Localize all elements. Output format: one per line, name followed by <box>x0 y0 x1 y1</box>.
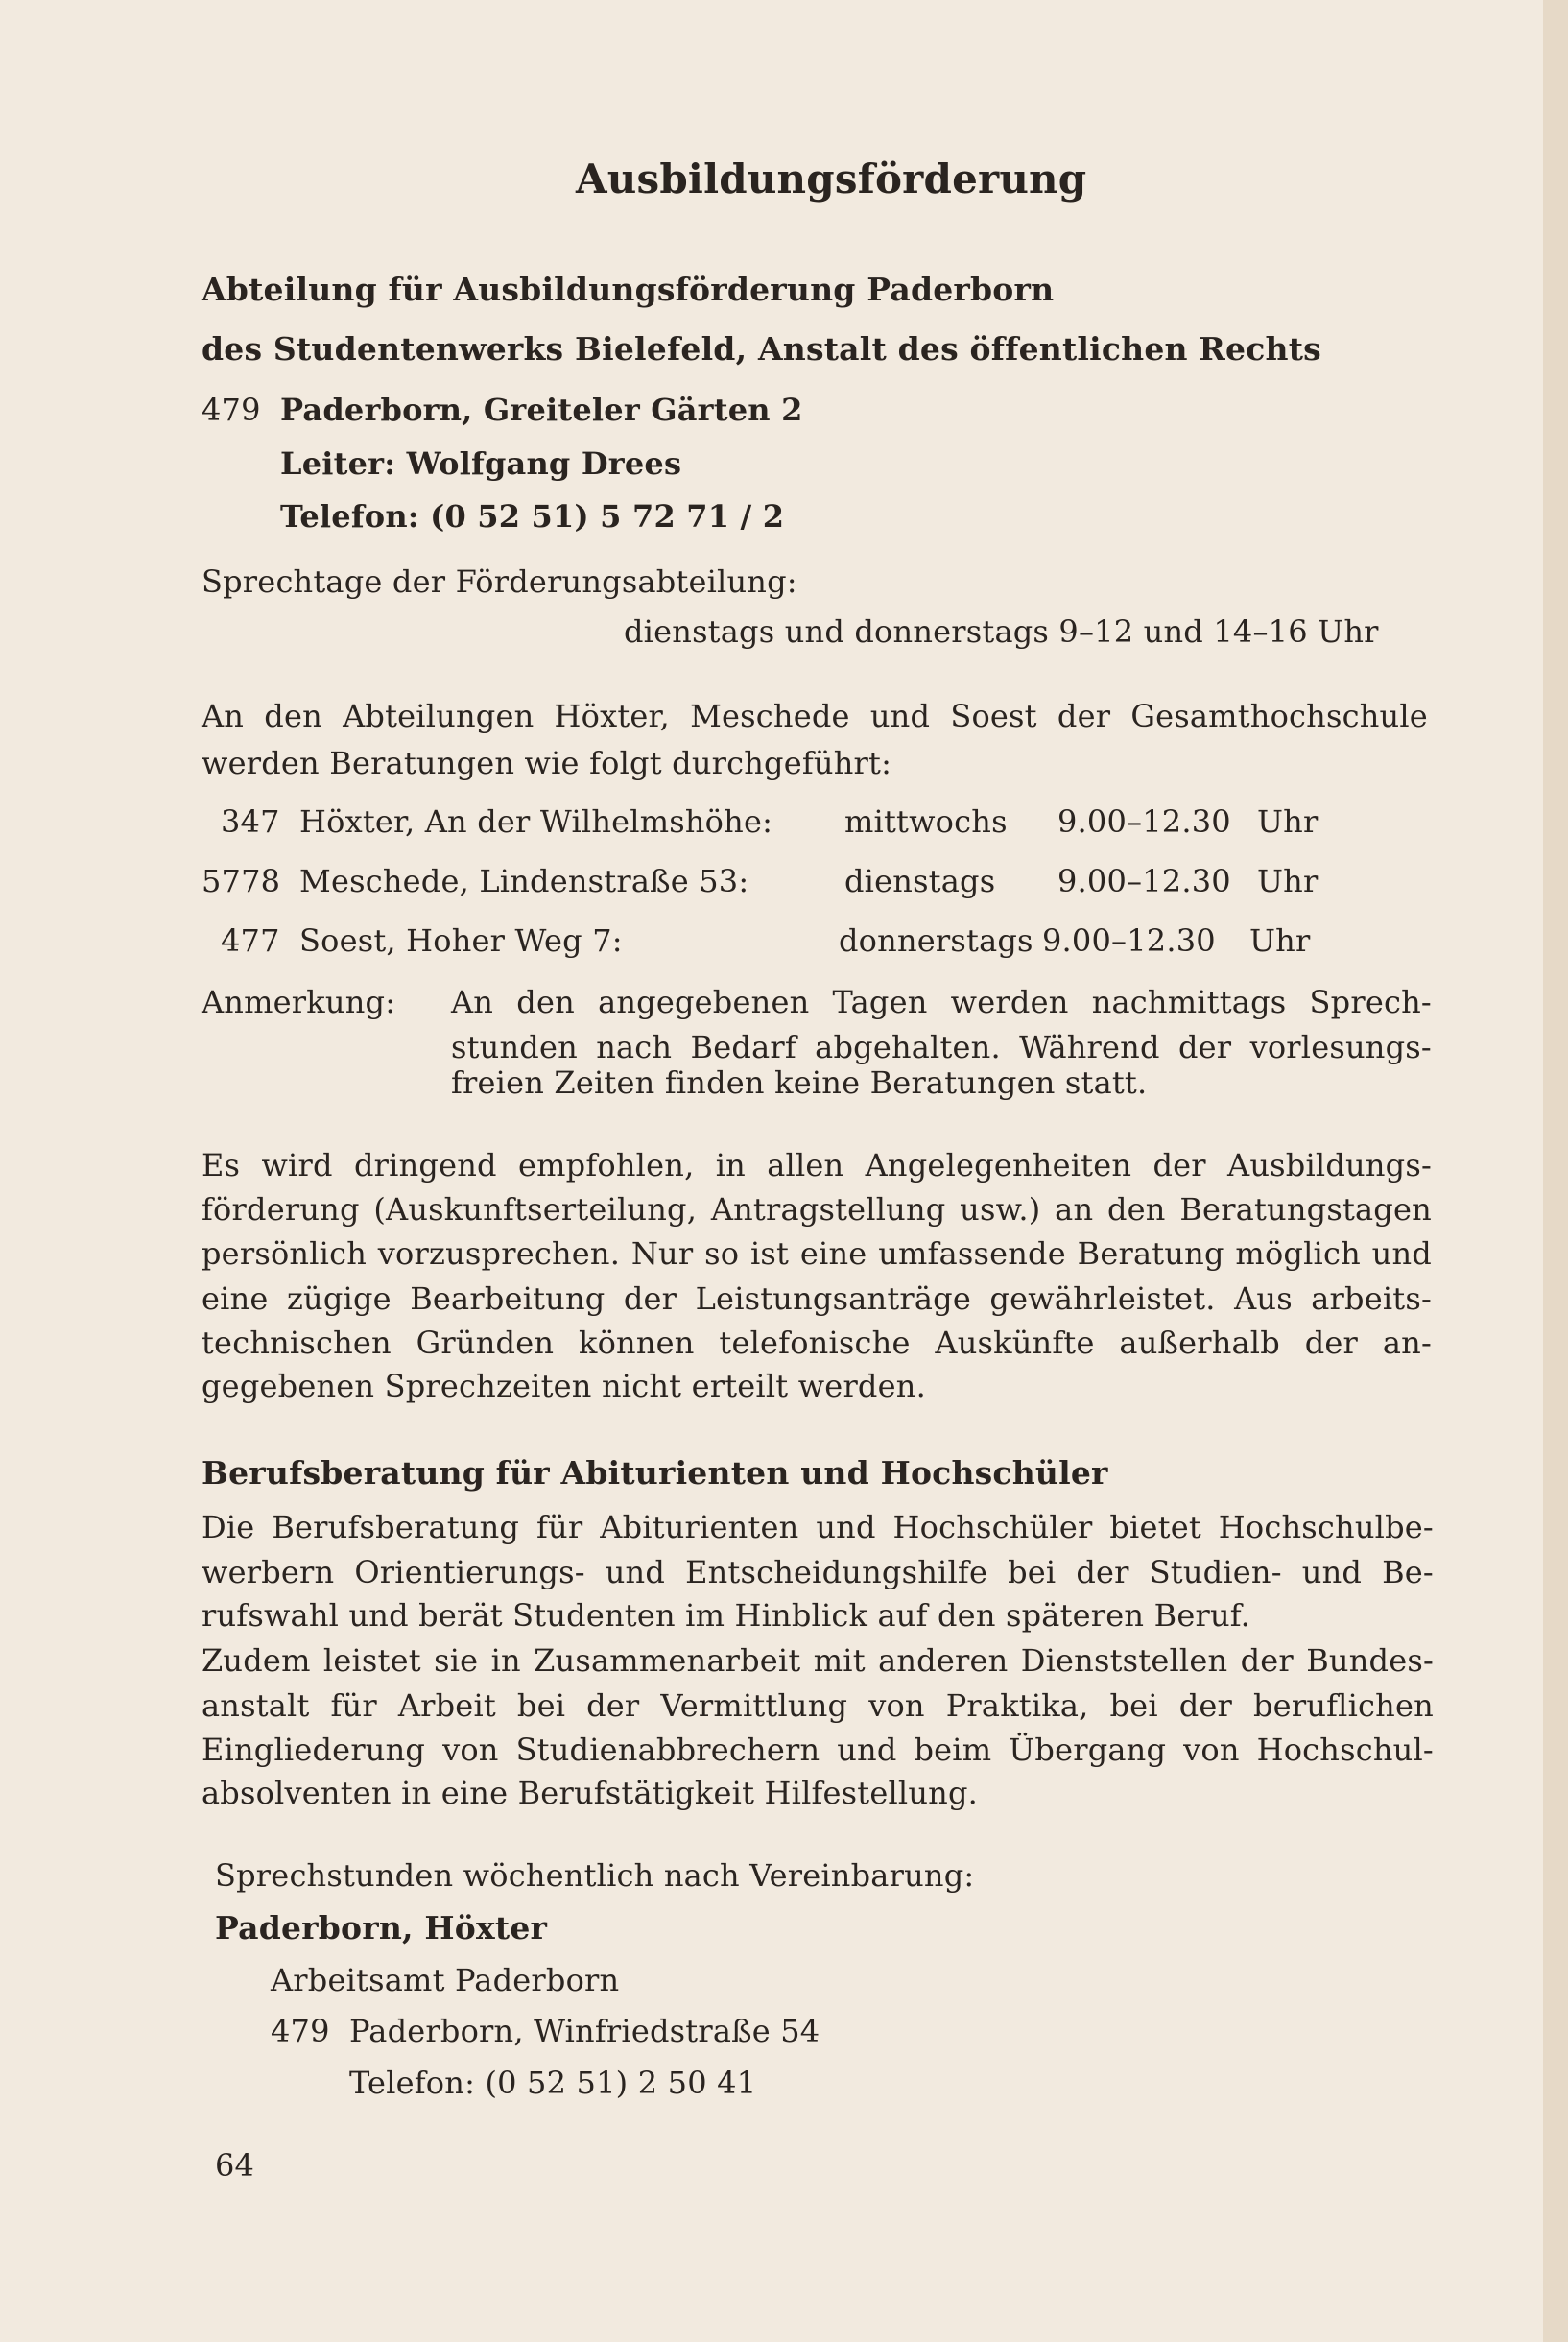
intro-word: Meschede <box>690 698 850 734</box>
note-word: der <box>1177 1029 1232 1065</box>
career-word: von <box>868 1687 925 1724</box>
branch-row-3-place: Soest, Hoher Weg 7: <box>299 922 623 959</box>
career-word: Bundes- <box>1306 1642 1434 1679</box>
branches-intro-line-2: werden Beratungen wie folgt durchgeführt: <box>202 745 892 781</box>
recommendation-word: der <box>1152 1147 1206 1183</box>
branch-row-3-time: 9.00–12.30 <box>1042 922 1216 959</box>
note-word: Während <box>1019 1029 1160 1065</box>
recommendation-word: persönlich <box>202 1235 368 1272</box>
career-para2-line-4: absolventen in eine Berufstätigkeit Hilfestellung. <box>202 1775 979 1811</box>
note-word: werden <box>950 984 1069 1020</box>
career-word: und <box>1301 1554 1363 1590</box>
recommendation-word: förderung <box>202 1191 360 1228</box>
career-word: bei <box>1008 1554 1057 1590</box>
recommendation-word: Aus <box>1234 1280 1293 1317</box>
intro-word: den <box>264 698 322 734</box>
career-para1-line-2 <box>202 1554 1434 1590</box>
career-word: mit <box>813 1642 866 1679</box>
recommendation-word: können <box>578 1325 695 1361</box>
note-word: Sprech- <box>1309 984 1432 1020</box>
career-word: Vermittlung <box>660 1687 848 1724</box>
career-location-heading: Paderborn, Höxter <box>215 1909 548 1947</box>
recommendation-line-4 <box>202 1280 1432 1317</box>
career-word: Hochschulbe- <box>1218 1509 1434 1545</box>
recommendation-word: wird <box>261 1147 333 1183</box>
intro-word: Höxter, <box>554 698 670 734</box>
note-word: angegebenen <box>598 984 810 1020</box>
page-number: 64 <box>215 2147 255 2184</box>
intro-word: Soest <box>950 698 1037 734</box>
career-word: in <box>490 1642 521 1679</box>
branch-row-2-number: 5778 <box>202 863 281 899</box>
note-line-3: freien Zeiten finden keine Beratungen statt. <box>451 1064 1148 1101</box>
career-word: Hochschüler <box>892 1509 1093 1545</box>
career-word: der <box>1076 1554 1129 1590</box>
recommendation-word: den <box>1106 1191 1166 1228</box>
career-word: von <box>442 1732 499 1768</box>
career-word: Berufsberatung <box>272 1509 520 1545</box>
recommendation-word: eine <box>202 1280 269 1317</box>
recommendation-word: Beratungstagen <box>1179 1191 1432 1228</box>
recommendation-word: Leistungsanträge <box>695 1280 971 1317</box>
intro-word: der <box>1057 698 1111 734</box>
recommendation-word: Bearbeitung <box>410 1280 606 1317</box>
career-word: von <box>1183 1732 1240 1768</box>
note-word: nachmittags <box>1091 984 1287 1020</box>
note-line-1 <box>451 984 1432 1020</box>
recommendation-line-2 <box>202 1191 1432 1228</box>
note-word: Tagen <box>832 984 928 1020</box>
recommendation-word: empfohlen, <box>518 1147 695 1183</box>
career-word: werbern <box>202 1554 335 1590</box>
note-label: Anmerkung: <box>202 984 396 1020</box>
career-word: bei <box>1109 1687 1158 1724</box>
consultation-label: Sprechtage der Förderungsabteilung: <box>202 563 797 600</box>
career-word: und <box>605 1554 666 1590</box>
career-office-name: Arbeitsamt Paderborn <box>271 1962 620 1998</box>
office-phone: Telefon: (0 52 51) 5 72 71 / 2 <box>280 498 785 535</box>
career-word: der <box>1178 1687 1233 1724</box>
branch-row-3-number: 477 <box>221 922 280 959</box>
career-word: und <box>816 1509 876 1545</box>
career-word: der <box>1240 1642 1294 1679</box>
recommendation-word: dringend <box>353 1147 497 1183</box>
career-word: und <box>837 1732 897 1768</box>
recommendation-word: möglich <box>1235 1235 1361 1272</box>
recommendation-word: ist <box>750 1235 790 1272</box>
career-word: bei <box>516 1687 566 1724</box>
career-word: Be- <box>1382 1554 1434 1590</box>
intro-word: und <box>869 698 931 734</box>
branch-row-1-time: 9.00–12.30 <box>1057 803 1231 840</box>
career-word: leistet <box>322 1642 421 1679</box>
branch-row-1-number: 347 <box>221 803 280 840</box>
career-word: Übergang <box>1009 1732 1167 1768</box>
note-word: den <box>516 984 575 1020</box>
career-word: Abiturienten <box>600 1509 799 1545</box>
career-word: Praktika, <box>945 1687 1089 1724</box>
career-phone: Telefon: (0 52 51) 2 50 41 <box>349 2065 757 2101</box>
recommendation-word: Es <box>202 1147 241 1183</box>
career-heading: Berufsberatung für Abiturienten und Hochschüler <box>202 1454 1108 1492</box>
office-name-line-2: des Studentenwerks Bielefeld, Anstalt des öffentlichen Rechts <box>202 330 1321 368</box>
career-word: Studienabbrechern <box>515 1732 820 1768</box>
note-word: vorlesungs- <box>1249 1029 1432 1065</box>
intro-word: An <box>202 698 245 734</box>
career-word: für <box>536 1509 583 1545</box>
branch-row-2-unit: Uhr <box>1257 863 1319 899</box>
recommendation-line-5 <box>202 1325 1432 1361</box>
career-hours: Sprechstunden wöchentlich nach Vereinbarung: <box>215 1857 975 1894</box>
branch-row-3-day: donnerstags <box>839 922 1033 959</box>
note-word: nach <box>596 1029 673 1065</box>
recommendation-word: eine <box>799 1235 867 1272</box>
career-word: Arbeit <box>397 1687 496 1724</box>
recommendation-word: usw.) <box>960 1191 1041 1228</box>
career-word: Eingliederung <box>202 1732 426 1768</box>
recommendation-word: zügige <box>286 1280 392 1317</box>
page-title: Ausbildungsförderung <box>576 155 1087 203</box>
recommendation-word: Beratung <box>1077 1235 1224 1272</box>
recommendation-word: Angelegenheiten <box>865 1147 1132 1183</box>
branch-row-2-place: Meschede, Lindenstraße 53: <box>299 863 749 899</box>
recommendation-word: und <box>1371 1235 1432 1272</box>
career-word: anderen <box>878 1642 1009 1679</box>
recommendation-word: Antragstellung <box>710 1191 946 1228</box>
career-word: bietet <box>1109 1509 1201 1545</box>
recommendation-word: gewährleistet. <box>989 1280 1216 1317</box>
career-para1-line-3: rufswahl und berät Studenten im Hinblick auf den späteren Beruf. <box>202 1597 1251 1634</box>
recommendation-word: Nur <box>630 1235 694 1272</box>
career-para2-line-2 <box>202 1687 1434 1724</box>
recommendation-word: vorzusprechen. <box>377 1235 621 1272</box>
career-word: Studien- <box>1149 1554 1282 1590</box>
consultation-times: dienstags und donnerstags 9–12 und 14–16 Uhr <box>624 613 1379 650</box>
note-line-2 <box>451 1029 1432 1065</box>
career-para2-line-3 <box>202 1732 1434 1768</box>
recommendation-word: der <box>1304 1325 1359 1361</box>
recommendation-word: Auskünfte <box>935 1325 1095 1361</box>
recommendation-word: (Auskunftserteilung, <box>373 1191 698 1228</box>
branch-row-1-place: Höxter, An der Wilhelmshöhe: <box>299 803 773 840</box>
recommendation-word: an <box>1055 1191 1094 1228</box>
branch-row-1-day: mittwochs <box>844 803 1008 840</box>
office-address-text: Paderborn, Greiteler Gärten 2 <box>280 392 803 428</box>
career-address-text: Paderborn, Winfriedstraße 54 <box>349 2013 820 2049</box>
branch-row-2-time: 9.00–12.30 <box>1057 863 1231 899</box>
note-word: Bedarf <box>690 1029 796 1065</box>
branch-row-3-unit: Uhr <box>1249 922 1311 959</box>
career-word: Orientierungs- <box>354 1554 585 1590</box>
recommendation-word: in <box>715 1147 746 1183</box>
career-word: anstalt <box>202 1687 310 1724</box>
career-word: Dienststellen <box>1020 1642 1228 1679</box>
career-word: beim <box>914 1732 992 1768</box>
office-address-number: 479 <box>202 392 261 428</box>
note-word: An <box>451 984 494 1020</box>
recommendation-word: telefonische <box>719 1325 911 1361</box>
recommendation-word: Ausbildungs- <box>1227 1147 1432 1183</box>
branch-row-2-day: dienstags <box>844 863 996 899</box>
career-word: Zudem <box>202 1642 311 1679</box>
recommendation-word: allen <box>767 1147 844 1183</box>
recommendation-word: Gründen <box>416 1325 555 1361</box>
recommendation-word: umfassende <box>878 1235 1066 1272</box>
career-word: Hochschul- <box>1256 1732 1434 1768</box>
branch-row-1-unit: Uhr <box>1257 803 1319 840</box>
recommendation-word: technischen <box>202 1325 392 1361</box>
career-word: Die <box>202 1509 255 1545</box>
branches-intro-line-1 <box>202 698 1428 734</box>
recommendation-line-6: gegebenen Sprechzeiten nicht erteilt werden. <box>202 1368 926 1404</box>
recommendation-word: der <box>623 1280 677 1317</box>
office-name-line-1: Abteilung für Ausbildungsförderung Paderborn <box>202 271 1055 308</box>
career-word: Entscheidungshilfe <box>685 1554 988 1590</box>
recommendation-line-3 <box>202 1235 1432 1272</box>
intro-word: Gesamthochschule <box>1130 698 1428 734</box>
office-leader: Leiter: Wolfgang Drees <box>280 445 682 482</box>
note-word: stunden <box>451 1029 578 1065</box>
recommendation-line-1 <box>202 1147 1432 1183</box>
career-word: beruflichen <box>1253 1687 1434 1724</box>
note-word: abgehalten. <box>815 1029 1001 1065</box>
recommendation-word: arbeits- <box>1311 1280 1432 1317</box>
recommendation-word: an- <box>1382 1325 1432 1361</box>
career-word: sie <box>434 1642 479 1679</box>
career-para1-line-1 <box>202 1509 1434 1545</box>
recommendation-word: außerhalb <box>1119 1325 1280 1361</box>
intro-word: Abteilungen <box>343 698 535 734</box>
career-word: für <box>330 1687 377 1724</box>
career-address-number: 479 <box>271 2013 330 2049</box>
recommendation-word: so <box>704 1235 740 1272</box>
career-word: der <box>586 1687 640 1724</box>
career-word: Zusammenarbeit <box>534 1642 801 1679</box>
career-para2-line-1 <box>202 1642 1434 1679</box>
